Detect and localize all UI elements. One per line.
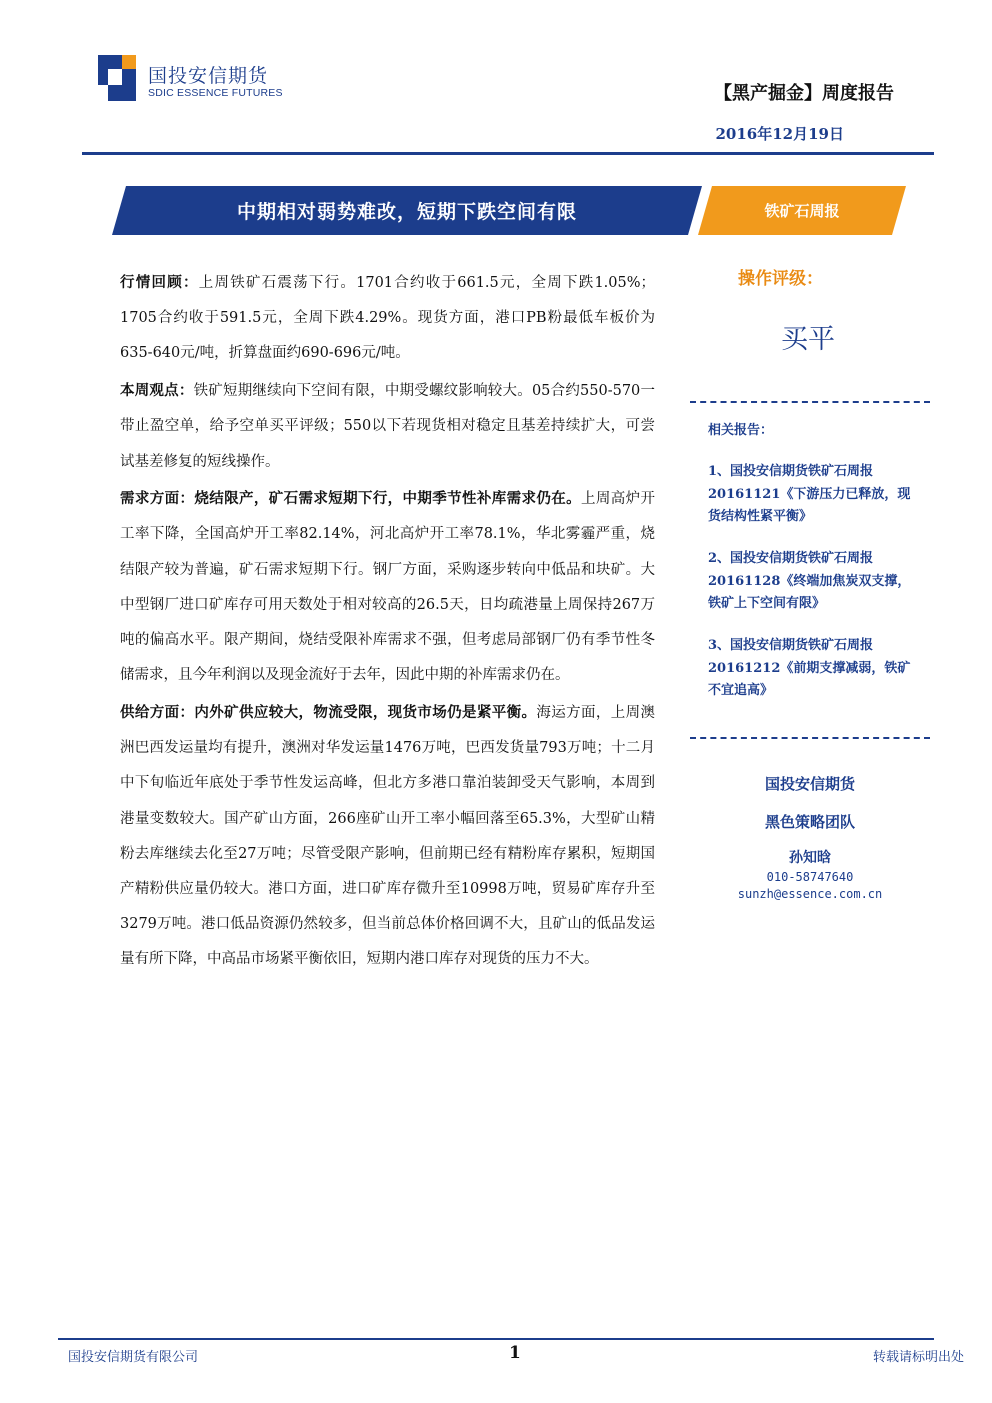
product-label: 铁矿石周报 [764,202,840,220]
section-heading: 供给方面： [120,703,195,721]
section-body: 海运方面，上周澳洲巴西发运量均有提升，澳洲对华发运量1476万吨，巴西发货量793万吨；十二月中下旬临近年底处于季节性发运高峰，但北方多港口靠泊装卸受天气影响，本周到港量变数较大。国产矿山方面，266座矿山开工率小幅回落至65.3%，大型矿山精粉去库继续去化至27万吨；尽管受限产影响，但前期已经有精粉库存累积，短期国产精粉供应量仍较大。港口方面，进口矿库存微升至10998万吨，贸易矿库存升至3279万吨。港口低品资源仍然较多，但当前总体价格回调不大，且矿山的低品发运量有所下降，中高品市场紧平衡依旧，短期内港口库存对现货的压力不大。 [120,704,656,968]
team-contact [690,770,930,901]
section-summary: 烧结限产，矿石需求短期下行，中期季节性补库需求仍在。 [194,490,582,508]
section-heading: 需求方面： [120,490,195,508]
section-body: 上周高炉开工率下降，全国高炉开工率82.14%，河北高炉开工率78.1%，华北雾霾严重，烧结限产较为普遍，矿石需求短期下行。钢厂方面，采购逐步转向中低品和块矿。大中型钢厂进口矿库存可用天数处于相对较高的26.5天，日均疏港量上周保持267万吨的偏高水平。限产期间，烧结受限补库需求不强，但考虑局部钢厂仍有季节性冬储需求，且今年利润以及现金流好于去年，因此中期的补库需求仍在。 [120,491,656,684]
section-market-review [120,265,655,372]
section-body: 上周铁矿石震荡下行。1701合约收于661.5元，全周下跌1.05%；1705合约收于591.5元，全周下跌4.29%。现货方面，港口PB粉最低车板价为635-640元/吨，折算盘面约690-696元/吨。 [120,275,656,362]
section-weekly-view [120,373,655,480]
related-report-item[interactable]: 2、国投安信期货铁矿石周报 20161128《终端加焦炭双支撑，铁矿上下空间有限》 [708,551,911,611]
report-title: 中期相对弱势难改，短期下跌空间有限 [236,201,577,223]
section-heading: 行情回顾： [120,274,199,291]
related-report-item[interactable]: 1、国投安信期货铁矿石周报 20161121《下游压力已释放，现货结构性紧平衡》 [708,464,911,524]
rating-label: 操作评级： [738,269,823,289]
team-company: 国投安信期货 [764,775,855,793]
section-body: 铁矿短期继续向下空间有限，中期受螺纹影响较大。05合约550-570一带止盈空单，给予空单买平评级；550以下若现货相对稳定且基差持续扩大，可尝试基差修复的短线操作。 [120,383,655,470]
related-reports-title: 相关报告： [708,423,774,438]
logo-company-cn: 国投安信期货 [148,65,269,87]
title-banner [112,186,702,235]
logo-mark-icon [98,55,136,101]
sidebar-divider [690,737,930,739]
footer-divider [58,1338,934,1340]
rating-value: 买平 [781,324,835,355]
company-logo [98,55,338,105]
sidebar-divider [690,401,930,403]
related-report-item[interactable]: 3、国投安信期货铁矿石周报 20161212《前期支撑减弱，铁矿不宜追高》 [708,638,911,698]
page-number: 1 [509,1343,521,1363]
team-name: 黑色策略团队 [764,813,855,831]
header-divider [82,152,934,155]
footer-company: 国投安信期货有限公司 [68,1350,199,1365]
analyst-name: 孙知晗 [789,850,831,866]
section-demand [120,481,655,693]
section-supply [120,695,655,978]
section-heading: 本周观点： [120,382,194,400]
report-date: 2016年12月19日 [715,125,844,143]
section-summary: 内外矿供应较大，物流受限，现货市场仍是紧平衡。 [194,703,537,721]
footer-notice: 转载请标明出处 [872,1350,964,1365]
analyst-phone: 010-58747640 [766,870,854,884]
product-banner [698,186,906,235]
logo-company-en: SDIC ESSENCE FUTURES [148,87,283,99]
main-content [120,265,655,979]
analyst-email[interactable]: sunzh@essence.com.cn [737,887,883,901]
report-type: 【黑产掘金】周度报告 [714,83,894,104]
